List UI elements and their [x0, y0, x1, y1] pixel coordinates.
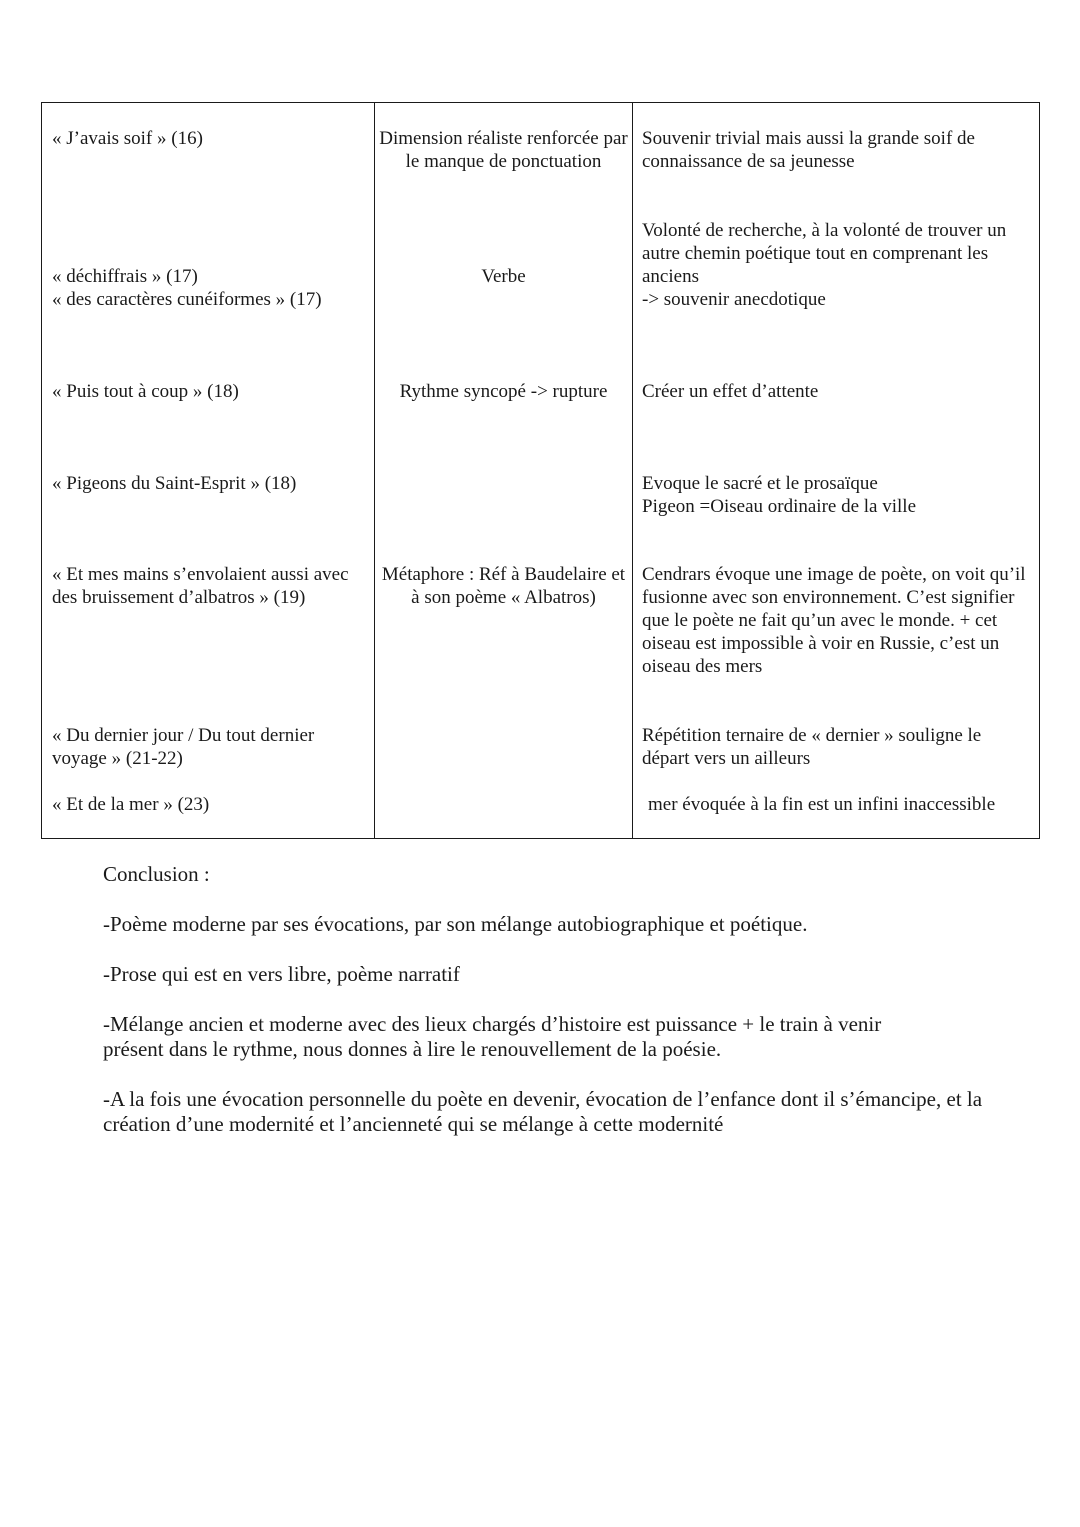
interpretation-16: Souvenir trivial mais aussi la grande soif de connaissance de sa jeunesse [642, 128, 975, 172]
citation-21-22: « Du dernier jour / Du tout dernier voyage » (21-22) [52, 725, 315, 769]
citation-18-b: « Pigeons du Saint-Esprit » (18) [52, 473, 297, 494]
procede-19: Métaphore : Réf à Baudelaire et à son poème « Albatros) [381, 564, 626, 608]
procede-18: Rythme syncopé -> rupture [399, 381, 608, 402]
conclusion-title: Conclusion : [103, 862, 210, 886]
column-interpretations [633, 103, 1040, 839]
interpretation-19: Cendrars évoque une image de poète, on voit qu’il fusionne avec son environnement. C’est signifier que le poète ne fait qu’un avec le monde. + cet oiseau est impossible à voir en Russie, c’est un oiseau des mers [642, 564, 1026, 677]
column-citations [42, 103, 375, 839]
citation-23: « Et de la mer » (23) [52, 794, 210, 815]
conclusion-point-4: -A la fois une évocation personnelle du poète en devenir, évocation de l’enfance dont il s’émancipe, et la création d’une modernité et l’ancienneté qui se mélange à cette modernité [103, 1087, 983, 1136]
procede-17: Verbe [481, 266, 526, 287]
interpretation-18-b-2: Pigeon =Oiseau ordinaire de la ville [642, 496, 916, 517]
citation-18-a: « Puis tout à coup » (18) [52, 381, 239, 402]
conclusion-point-1: -Poème moderne par ses évocations, par son mélange autobiographique et poétique. [103, 912, 808, 936]
citation-17 [52, 265, 366, 311]
citation-19: « Et mes mains s’envolaient aussi avec des bruissement d’albatros » (19) [52, 564, 349, 608]
citation-17-b: « des caractères cunéiformes » (17) [52, 289, 322, 310]
interpretation-23: mer évoquée à la fin est un infini inaccessible [648, 794, 996, 815]
interpretation-17-b: -> souvenir anecdotique [642, 289, 826, 310]
conclusion-point-3: -Mélange ancien et moderne avec des lieux chargés d’histoire est puissance + le train à venir présent dans le rythme, nous donnes à lire le renouvellement de la poésie. [103, 1012, 882, 1061]
interpretation-17-a: Volonté de recherche, à la volonté de trouver un autre chemin poétique tout en comprenant les anciens [642, 220, 1007, 287]
interpretation-21-22: Répétition ternaire de « dernier » souligne le départ vers un ailleurs [642, 725, 982, 769]
citation-17-a: « déchiffrais » (17) [52, 266, 198, 287]
analysis-table [41, 102, 1040, 839]
interpretation-17 [642, 219, 1033, 311]
citation-16: « J’avais soif » (16) [52, 128, 203, 149]
interpretation-18-b-1: Evoque le sacré et le prosaïque [642, 473, 878, 494]
interpretation-18-b [642, 472, 1033, 518]
conclusion-point-2: -Prose qui est en vers libre, poème narratif [103, 962, 460, 986]
interpretation-18-a: Créer un effet d’attente [642, 381, 819, 402]
procede-16: Dimension réaliste renforcée par le manque de ponctuation [379, 128, 628, 172]
column-procedes [375, 103, 633, 839]
